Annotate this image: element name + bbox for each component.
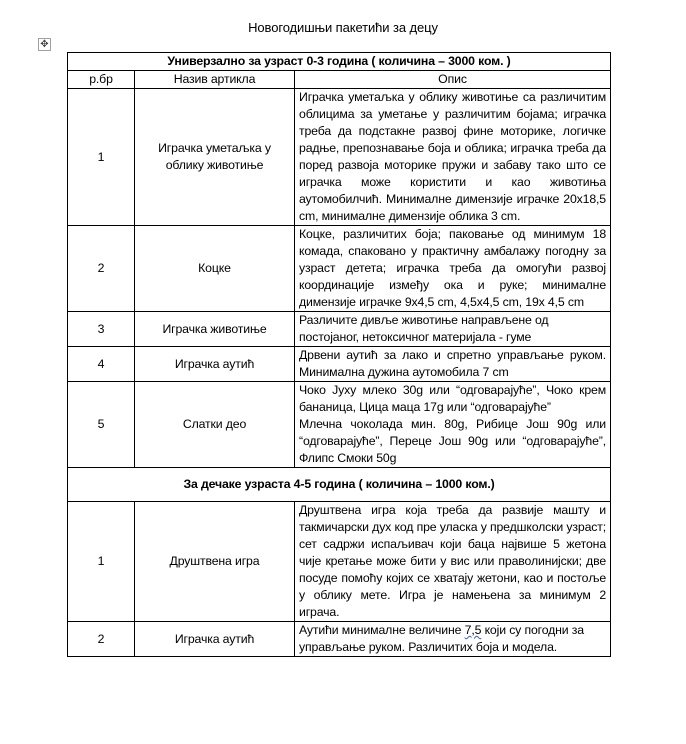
article-name: Играчка аутић (135, 622, 295, 657)
article-description: Коцке, различитих боја; паковање од минимум 18 комада, спаковано у практичну амбалажу погодну за узраст детета; играчка треба да омогући развој координације између ока и руке; минималне димензије играчке 9x4,5 cm, 4,5x4,5 cm, 19x 4,5 cm (295, 226, 611, 312)
article-description (295, 622, 611, 657)
row-number: 4 (68, 347, 135, 382)
article-description: Друштвена игра која треба да развије машту и такмичарски дух код пре уласка у предшколски узраст; сет садржи испаљивач који баца највише 5 жетона чије кретање може бити у вис или праволинијски; две посуде помоћу којих се хватају жетони, као и постоље у облику мете. Игра је намењена за минимум 2 играча. (295, 502, 611, 622)
description-text: Аутићи минималне величине (299, 623, 465, 637)
description-paragraph: Млечна чоколада мин. 80g, Рибице Још 90g или “одговарајуће”, Переце Још 90g или “одговарајуће”, Флипс Смоки 50g (299, 417, 607, 465)
table-row (68, 226, 611, 312)
row-number: 2 (68, 622, 135, 657)
document-title: Новогодишњи пакетићи за децу (248, 20, 438, 35)
table-row (68, 89, 611, 226)
table-row (68, 347, 611, 382)
row-number: 5 (68, 382, 135, 468)
row-number: 3 (68, 312, 135, 347)
column-header-row (68, 71, 611, 89)
row-number: 2 (68, 226, 135, 312)
section-heading: Универзално за узраст 0-3 година ( количина – 3000 ком. ) (68, 53, 611, 71)
section-heading: За дечаке узраста 4-5 година ( количина – 1000 ком.) (68, 468, 611, 502)
table-row (68, 382, 611, 468)
table-row (68, 622, 611, 657)
description-text: који су погодни за управљање руком. Различитих боја и модела. (299, 623, 584, 654)
article-name: Играчка уметаљка у облику животиње (135, 89, 295, 226)
column-header-number: р.бр (68, 71, 135, 89)
article-name: Играчка аутић (135, 347, 295, 382)
column-header-description: Опис (295, 71, 611, 89)
article-description: Дрвени аутић за лако и спретно управљање руком. Минимална дужина аутомобила 7 cm (295, 347, 611, 382)
column-header-name: Назив артикла (135, 71, 295, 89)
table-row (68, 312, 611, 347)
section-heading-row (68, 53, 611, 71)
article-name: Друштвена игра (135, 502, 295, 622)
article-name: Слатки део (135, 382, 295, 468)
items-table (67, 52, 611, 657)
spellcheck-flagged-text[interactable]: 7,5 (464, 623, 482, 637)
article-description: Различите дивље животиње направљене од постојаног, нетоксичног материјала - гуме (295, 312, 611, 347)
row-number: 1 (68, 89, 135, 226)
article-description: Играчка уметаљка у облику животиње са различитим облицима за уметање у различитим бојама; играчка треба да подстакне развој фине моторике, логичке радње, препознавање боја и облика; играчка треба да поред развоја моторике пружи и забаву тако што се играчка може користити и као животиња аутомобилчић. Минималне димензије играчке 20x18,5 cm, минималне димензије облика 3 cm. (295, 89, 611, 226)
description-paragraph: Чоко Јуху млеко 30g или “одговарајуће”, Чоко крем бананица, Цица маца 17g или “одговарајуће” (299, 383, 607, 414)
table-row (68, 502, 611, 622)
section-heading-row (68, 468, 611, 502)
article-description (295, 382, 611, 468)
article-name: Играчка животиње (135, 312, 295, 347)
row-number: 1 (68, 502, 135, 622)
article-name: Коцке (135, 226, 295, 312)
table-move-handle-icon[interactable]: ✥ (38, 38, 51, 51)
